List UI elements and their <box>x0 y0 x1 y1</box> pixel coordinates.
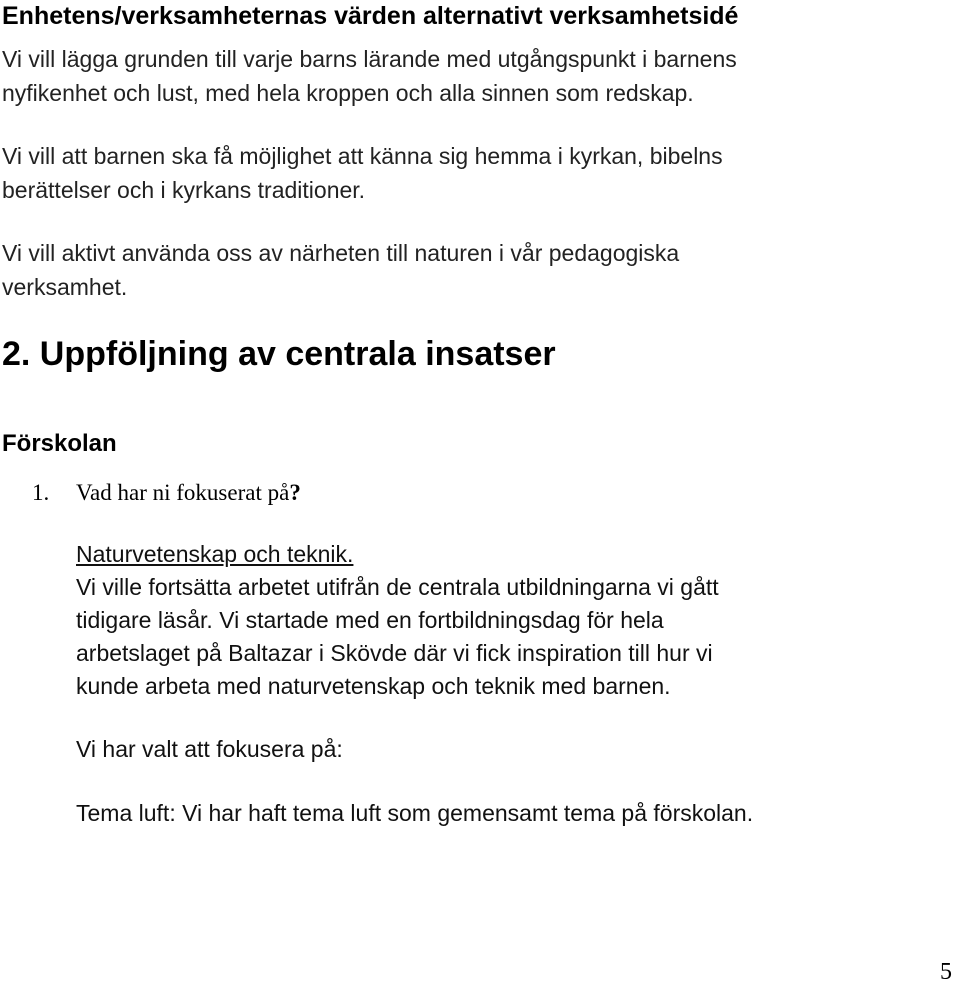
body-line-4: kunde arbeta med naturvetenskap och teknik med barnen. <box>76 673 671 699</box>
question-label: Vad har ni fokuserat på <box>76 480 290 505</box>
body-line-1: Vi ville fortsätta arbetet utifrån de centrala utbildningarna vi gått <box>76 574 719 600</box>
body-line-3: arbetslaget på Baltazar i Skövde där vi fick inspiration till hur vi <box>76 640 713 666</box>
question-number: 1. <box>32 480 50 505</box>
value-paragraph-2-line-1: Vi vill att barnen ska få möjlighet att känna sig hemma i kyrkan, bibelns <box>2 143 723 169</box>
question-mark: ? <box>289 480 301 505</box>
section-title: 2. Uppföljning av centrala insatser <box>2 335 556 373</box>
values-heading: Enhetens/verksamheternas värden alternativt verksamhetsidé <box>2 2 739 30</box>
value-paragraph-3-line-2: verksamhet. <box>2 274 128 300</box>
focus-intro: Vi har valt att fokusera på: <box>76 736 343 762</box>
value-paragraph-1-line-1: Vi vill lägga grunden till varje barns lärande med utgångspunkt i barnens <box>2 46 737 72</box>
question-text <box>76 478 301 508</box>
value-paragraph-3-line-1: Vi vill aktivt använda oss av närheten till naturen i vår pedagogiska <box>2 240 680 266</box>
sub-heading-preschool: Förskolan <box>2 430 117 457</box>
theme-line: Tema luft: Vi har haft tema luft som gemensamt tema på förskolan. <box>76 800 754 826</box>
page-number: 5 <box>940 959 952 985</box>
topic-heading: Naturvetenskap och teknik. <box>76 541 354 567</box>
value-paragraph-1-line-2: nyfikenhet och lust, med hela kroppen och alla sinnen som redskap. <box>2 80 694 106</box>
value-paragraph-2-line-2: berättelser och i kyrkans traditioner. <box>2 177 366 203</box>
body-line-2: tidigare läsår. Vi startade med en fortbildningsdag för hela <box>76 607 664 633</box>
